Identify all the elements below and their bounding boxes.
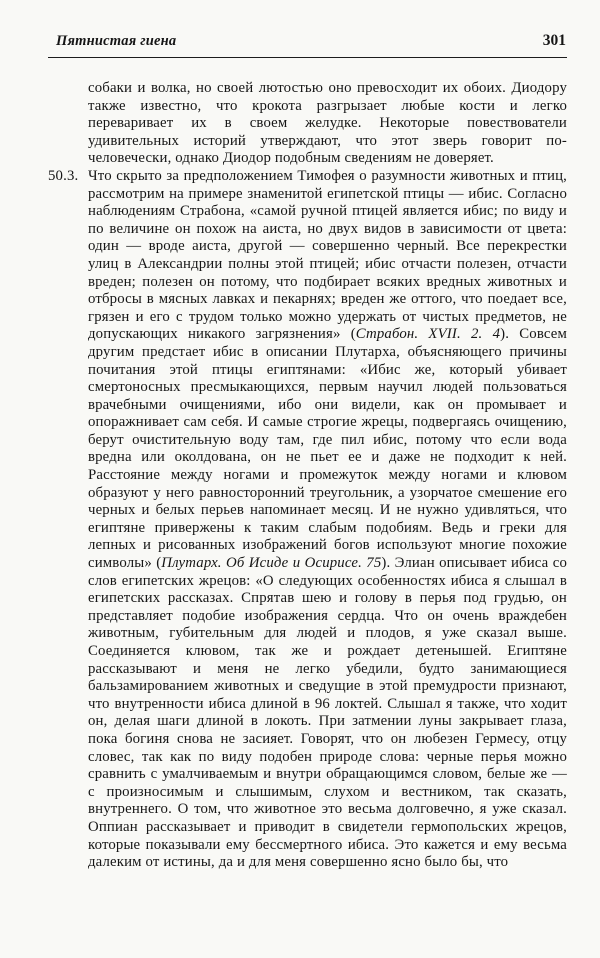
section-number: 50.3.: [48, 167, 79, 184]
page-number: 301: [542, 32, 566, 49]
paragraph-section-50-3: [48, 167, 568, 872]
paragraph-continuation-text: собаки и волка, но своей лютостью оно превосходит их обоих. Диодору также известно, что крокота разгрызает любые кости и легко переваривает их в своем желудке. Некоторые повествователи удивительных историй утверждают, что этот зверь говорит по-человечески, однако Диодор подобным сведениям не доверяет.: [88, 80, 567, 167]
running-title: Пятнистая гиена: [56, 33, 177, 49]
paragraph-section-50-3-text: Что скрыто за предположением Тимофея о разумности животных и птиц, рассмотрим на примере знаменитой египетской птицы — ибис. Согласно наблюдениям Страбона, «самой ручной птицей является ибис; по виду и по величине он похож на аиста, но двух видов в зависимости от цвета: один — вроде аиста, другой — совершенно черный. Все перекрестки улиц в Александрии полны этой птицей; ибис отчасти полезен, отчасти вреден; полезен он потому, что подбирает всяких вредных животных и отбросы в мясных лавках и пекарнях; вреден же оттого, что поедает все, грязен и его с трудом только можно удержать от чистых предметов, не допускающих никакого загрязнения» (Страбон. XVII. 2. 4). Совсем другим предстает ибис в описании Плутарха, объясняющего причины почитания этой птицы египтянами: «Ибис же, который убивает смертоносных пресмыкающихся, первым научил людей пользоваться врачебными очищениями, ибо они видели, как он промывает и опоражнивает сам себя. И самые строгие жрецы, подвергаясь очищению, берут очистительную воду там, где пил ибис, потому что если вода вредна или околдована, он не пьет ее и даже не подходит к ней. Расстояние между ногами и промежуток между ногами и клювом образуют у него равносторонний треугольник, а узорчатое смешение его черных и белых перьев напоминает месяц. И не нужно удивляться, что египтяне привержены к таким слабым подобиям. Ведь и греки для лепных и рисованных изображений богов используют многие похожие символы» (Плутарх. Об Исиде и Осирисе. 75). Элиан описывает ибиса со слов египетских жрецов: «О следующих особенностях ибиса я слышал в египетских рассказах. Спрятав шею и голову в перья под грудью, он представляет подобие изображения сердца. Что он очень враждебен животным, губительным для людей и плодов, я уже сказал выше. Соединяется клювом, так же и рождает детенышей. Египтяне рассказывают и меня не легко убедили, будто занимающиеся бальзамированием животных и сведущие в этой премудрости признают, что внутренности ибиса длиной в 96 локтей. Слышал я также, что ходит он, делая шаги длиной в локоть. При затмении луны закрывает глаза, пока богиня снова не засияет. Говорят, что он любезен Гермесу, отцу словес, так как по виду подобен природе слова: черные перья можно сравнить с умалчиваемым и внутри обращающимся словом, белые же — с произносимым и слышимым, слухом и вестником, так сказать, внутреннего. О том, что животное это весьма долговечно, я уже сказал. Оппиан рассказывает и приводит в свидетели гермопольских жрецов, которые показывали ему бессмертного ибиса. Это кажется и ему весьма далеким от истины, да и для меня совершенно ясно было бы, что: [88, 167, 568, 871]
paragraph-continuation: [88, 80, 567, 168]
page-body: [0, 58, 600, 872]
page-header: [0, 0, 600, 50]
